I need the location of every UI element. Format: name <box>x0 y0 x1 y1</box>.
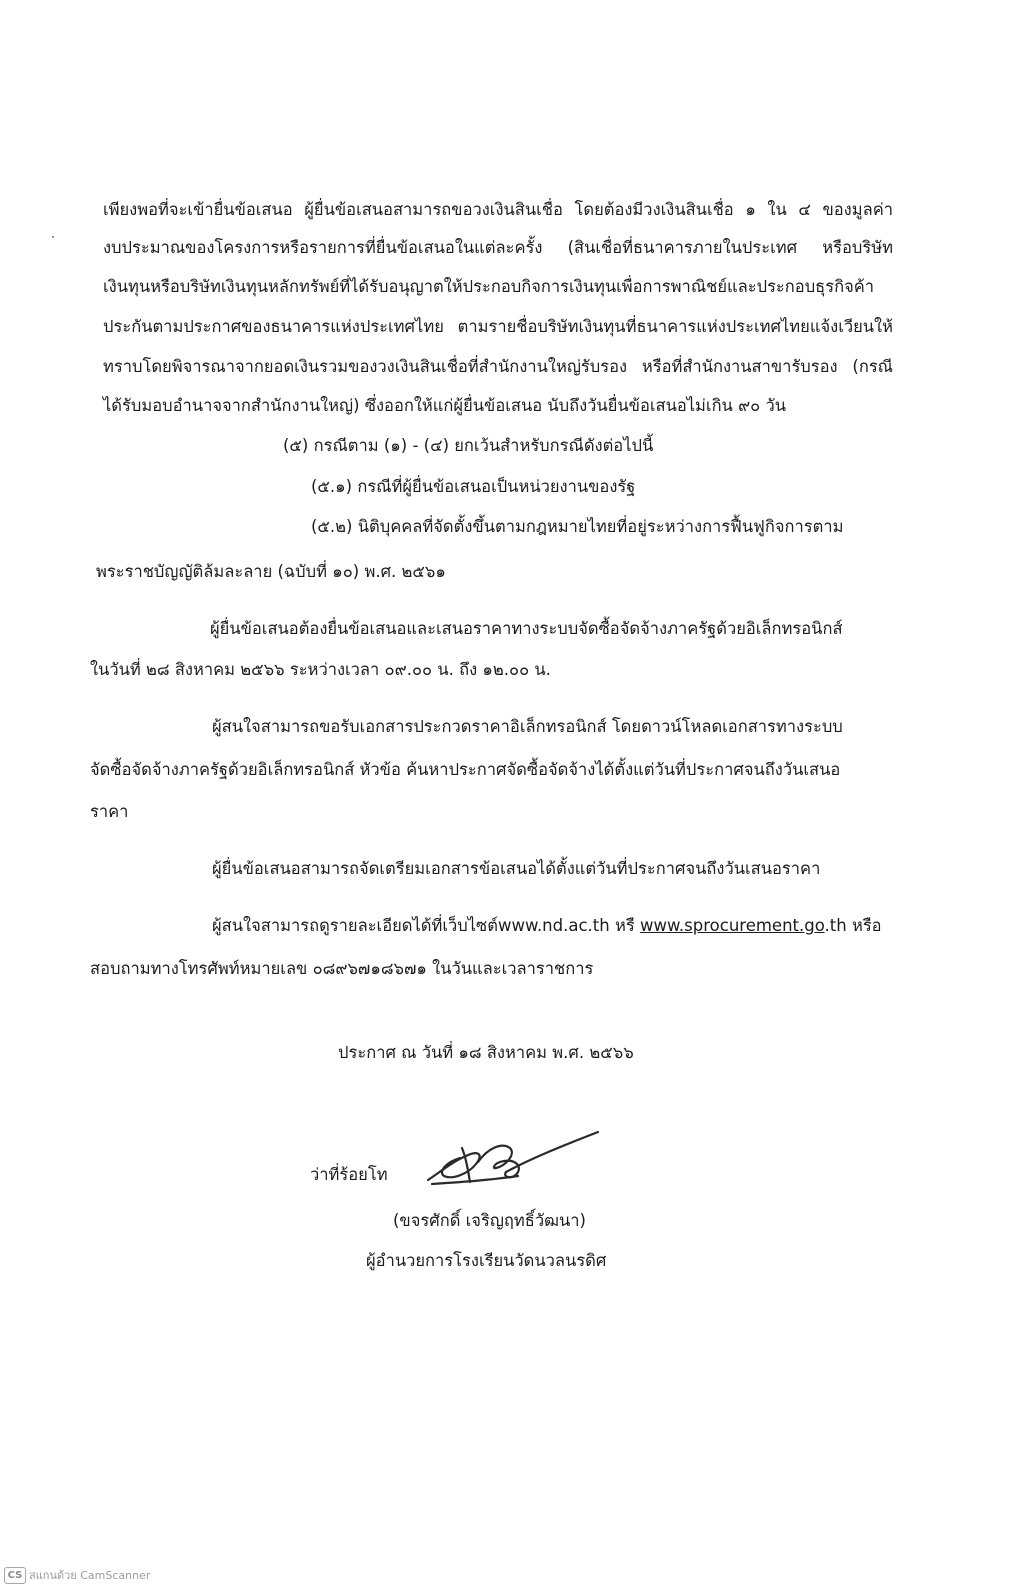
docs-line1: ผู้สนใจสามารถขอรับเอกสารประกวดราคาอิเล็กทรอนิกส์ โดยดาวน์โหลดเอกสารทางระบบ <box>212 717 843 736</box>
signer-name: (ขจรศักดิ์ เจริญฤทธิ์วัฒนา) <box>393 1211 586 1230</box>
para1-line3: เงินทุนหรือบริษัทเงินทุนหลักทรัพย์ที่ได้รับอนุญาตให้ประกอบกิจการเงินทุนเพื่อการพาณิชย์และประกอบธุรกิจค้า <box>103 277 875 296</box>
para1-line6: ได้รับมอบอำนาจจากสำนักงานใหญ่) ซึ่งออกให้แก่ผู้ยื่นข้อเสนอ นับถึงวันยื่นข้อเสนอไม่เกิน ๙๐ วัน <box>103 396 787 415</box>
item-5-2-line2: พระราชบัญญัติล้มละลาย (ฉบับที่ ๑๐) พ.ศ. ๒๕๖๑ <box>96 562 446 581</box>
signer-title: ผู้อำนวยการโรงเรียนวัดนวลนรดิศ <box>366 1251 607 1270</box>
prepare-line: ผู้ยื่นข้อเสนอสามารถจัดเตรียมเอกสารข้อเสนอได้ตั้งแต่วันที่ประกาศจนถึงวันเสนอราคา <box>212 859 821 878</box>
para1-line4: ประกันตามประกาศของธนาคารแห่งประเทศไทย ตามรายชื่อบริษัทเงินทุนที่ธนาคารแห่งประเทศไทยแจ้งเวียนให้ <box>103 317 893 336</box>
contact-suffix: .th หรือ <box>824 916 882 935</box>
submit-line1: ผู้ยื่นข้อเสนอต้องยื่นข้อเสนอและเสนอราคาทางระบบจัดซื้อจัดจ้างภาครัฐด้วยอิเล็กทรอนิกส์ <box>210 619 843 638</box>
handwritten-signature <box>422 1128 604 1194</box>
docs-line2: จัดซื้อจัดจ้างภาครัฐด้วยอิเล็กทรอนิกส์ หัวข้อ ค้นหาประกาศจัดซื้อจัดจ้างได้ตั้งแต่วันที่ประกาศจนถึงวันเสนอ <box>90 760 841 779</box>
submit-line2: ในวันที่ ๒๘ สิงหาคม ๒๕๖๖ ระหว่างเวลา ๐๙.๐๐ น. ถึง ๑๒.๐๐ น. <box>90 660 551 679</box>
item-5-2-line1: (๕.๒) นิติบุคคลที่จัดตั้งขึ้นตามกฎหมายไทยที่อยู่ระหว่างการฟื้นฟูกิจการตาม <box>311 517 844 536</box>
contact-prefix: ผู้สนใจสามารถดูรายละเอียดได้ที่เว็บไซต์www.nd.ac.th หรื <box>212 916 635 935</box>
procurement-link[interactable]: www.sprocurement.go <box>639 916 825 935</box>
para1-line1: เพียงพอที่จะเข้ายื่นข้อเสนอ ผู้ยื่นข้อเสนอสามารถขอวงเงินสินเชื่อ โดยต้องมีวงเงินสินเชื่อ ๑ ใน ๔ ของมูลค่า <box>103 200 893 219</box>
item-5: (๕) กรณีตาม (๑) - (๔) ยกเว้นสำหรับกรณีดังต่อไปนี้ <box>283 436 654 455</box>
announcement-date: ประกาศ ณ วันที่ ๑๘ สิงหาคม พ.ศ. ๒๕๖๖ <box>338 1043 634 1062</box>
para1-line5: ทราบโดยพิจารณาจากยอดเงินรวมของวงเงินสินเชื่อที่สำนักงานใหญ่รับรอง หรือที่สำนักงานสาขารับรอง (กรณี <box>103 357 893 376</box>
contact-line1 <box>212 915 882 937</box>
signer-rank: ว่าที่ร้อยโท <box>310 1165 388 1184</box>
item-5-1: (๕.๑) กรณีที่ผู้ยื่นข้อเสนอเป็นหน่วยงานของรัฐ <box>311 477 636 496</box>
docs-line3: ราคา <box>90 802 129 821</box>
camscanner-text: สแกนด้วย CamScanner <box>29 1569 151 1582</box>
scan-speck <box>52 236 54 238</box>
camscanner-logo-icon: CS <box>4 1567 26 1584</box>
camscanner-watermark <box>4 1566 150 1584</box>
contact-line2: สอบถามทางโทรศัพท์หมายเลข ๐๘๙๖๗๑๘๖๗๑ ในวันและเวลาราชการ <box>90 959 594 978</box>
para1-line2: งบประมาณของโครงการหรือรายการที่ยื่นข้อเสนอในแต่ละครั้ง (สินเชื่อที่ธนาคารภายในประเทศ หรือบริษัท <box>103 238 893 257</box>
